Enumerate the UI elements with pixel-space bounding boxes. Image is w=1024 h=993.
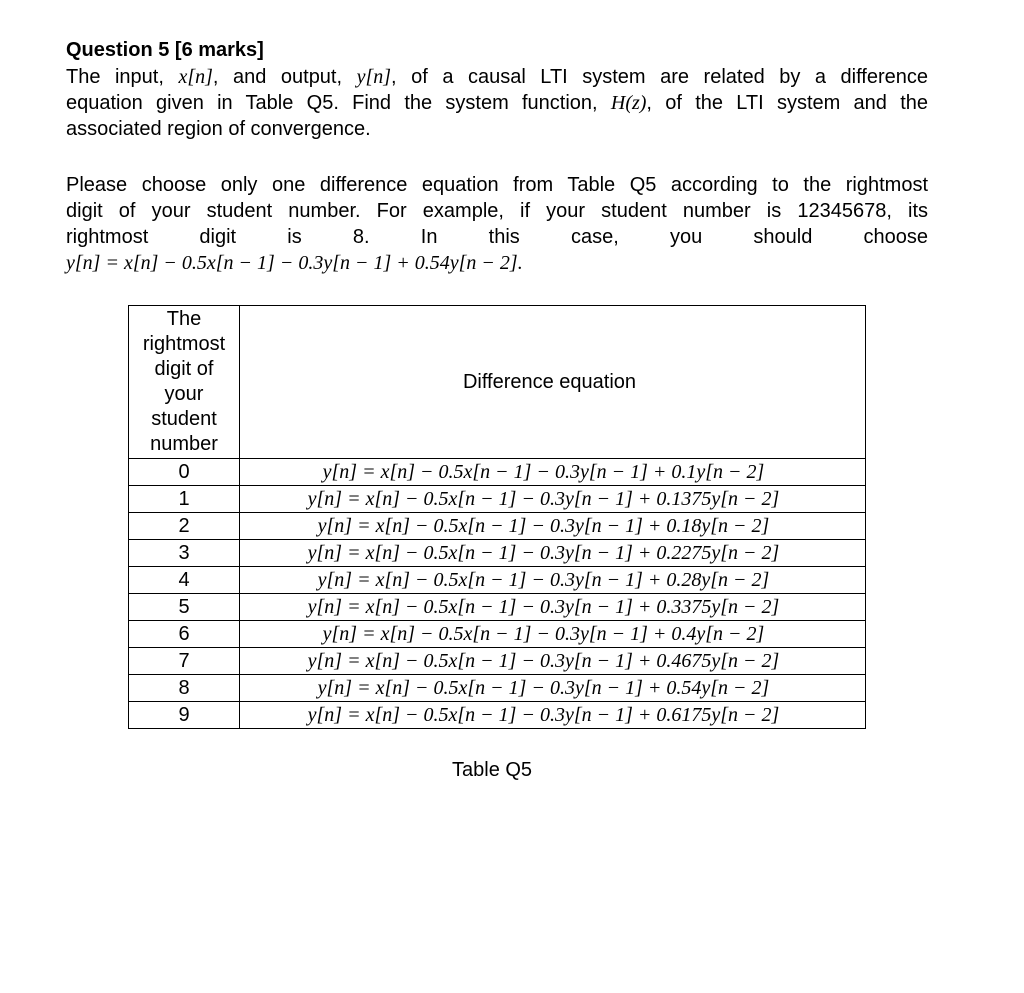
table-row	[129, 675, 866, 702]
table-row	[129, 621, 866, 648]
output-signal: y[n]	[356, 66, 392, 88]
equation-cell: y[n] = x[n] − 0.5x[n − 1] − 0.3y[n − 1] + 0.28y[n − 2]	[240, 567, 866, 594]
question-paragraph	[66, 64, 928, 142]
equation-cell: y[n] = x[n] − 0.5x[n − 1] − 0.3y[n − 1] + 0.6175y[n − 2]	[240, 702, 866, 729]
equation-column-header: Difference equation	[240, 306, 866, 459]
equation-cell: y[n] = x[n] − 0.5x[n − 1] − 0.3y[n − 1] + 0.18y[n − 2]	[240, 513, 866, 540]
equation-cell: y[n] = x[n] − 0.5x[n − 1] − 0.3y[n − 1] + 0.1y[n − 2]	[240, 459, 866, 486]
table-row	[129, 486, 866, 513]
table-row	[129, 702, 866, 729]
digit-cell: 6	[129, 621, 240, 648]
paragraph-line: rightmost digit is 8. In this case, you should choose	[66, 226, 928, 248]
digit-header-line: your	[164, 383, 204, 405]
equation-cell: y[n] = x[n] − 0.5x[n − 1] − 0.3y[n − 1] + 0.1375y[n − 2]	[240, 486, 866, 513]
digit-cell: 3	[129, 540, 240, 567]
table-row	[129, 594, 866, 621]
question-title: Question 5 [6 marks]	[66, 39, 264, 61]
equation-cell: y[n] = x[n] − 0.5x[n − 1] − 0.3y[n − 1] + 0.4y[n − 2]	[240, 621, 866, 648]
digit-header-line: digit of	[154, 358, 214, 380]
digit-cell: 2	[129, 513, 240, 540]
paragraph-line: digit of your student number. For example, if your student number is 12345678, its	[66, 200, 928, 222]
digit-cell: 8	[129, 675, 240, 702]
digit-header-line: student	[151, 408, 217, 430]
digit-cell: 0	[129, 459, 240, 486]
table-header-row	[129, 306, 866, 459]
equation-cell: y[n] = x[n] − 0.5x[n − 1] − 0.3y[n − 1] + 0.3375y[n − 2]	[240, 594, 866, 621]
system-function: H(z)	[610, 92, 647, 114]
table-row	[129, 513, 866, 540]
table-caption: Table Q5	[452, 759, 533, 781]
equation-cell: y[n] = x[n] − 0.5x[n − 1] − 0.3y[n − 1] + 0.54y[n − 2]	[240, 675, 866, 702]
digit-cell: 7	[129, 648, 240, 675]
equation-cell: y[n] = x[n] − 0.5x[n − 1] − 0.3y[n − 1] + 0.4675y[n − 2]	[240, 648, 866, 675]
digit-header-line: The	[166, 308, 202, 330]
digit-column-header	[129, 306, 240, 459]
digit-cell: 4	[129, 567, 240, 594]
input-signal: x[n]	[178, 66, 213, 88]
table-row	[129, 459, 866, 486]
table-row	[129, 648, 866, 675]
paragraph-line: associated region of convergence.	[66, 118, 371, 140]
paragraph-line: equation given in Table Q5. Find the system function, H(z), of the LTI system and the	[66, 92, 928, 114]
instruction-paragraph	[66, 172, 928, 250]
table-row	[129, 540, 866, 567]
table-row	[129, 567, 866, 594]
digit-cell: 5	[129, 594, 240, 621]
example-equation: y[n] = x[n] − 0.5x[n − 1] − 0.3y[n − 1] + 0.54y[n − 2].	[66, 252, 523, 274]
paragraph-line: Please choose only one difference equation from Table Q5 according to the rightmost	[66, 174, 928, 196]
digit-header-text	[129, 307, 239, 457]
digit-header-line: number	[150, 433, 218, 455]
digit-cell: 9	[129, 702, 240, 729]
digit-header-line: rightmost	[142, 333, 226, 355]
paragraph-line: The input, x[n], and output, y[n], of a causal LTI system are related by a difference	[66, 66, 928, 88]
difference-equation-table	[128, 305, 866, 729]
equation-cell: y[n] = x[n] − 0.5x[n − 1] − 0.3y[n − 1] + 0.2275y[n − 2]	[240, 540, 866, 567]
digit-cell: 1	[129, 486, 240, 513]
